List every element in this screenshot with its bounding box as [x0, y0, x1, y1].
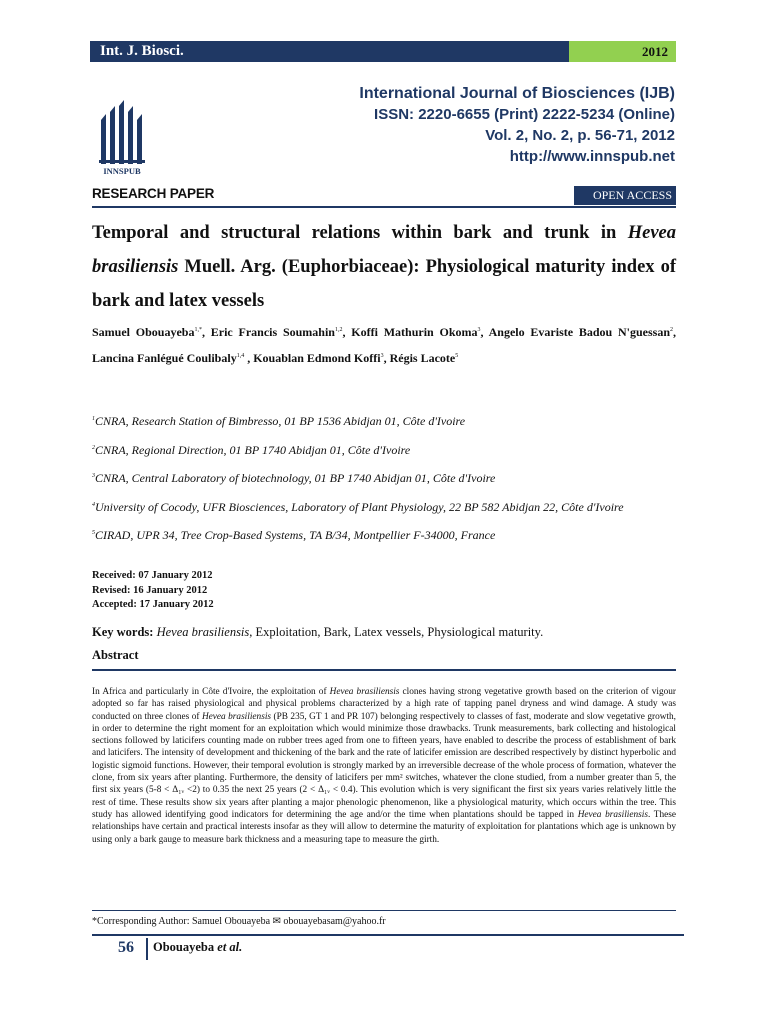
open-access-badge: OPEN ACCESS — [574, 186, 676, 205]
header-rule — [92, 206, 676, 208]
innspub-logo — [95, 98, 155, 178]
affiliation: $^3$CNRA, Central Laboratory of biotechnology, 01 BP 1740 Abidjan 01, Côte d'Ivoire — [92, 471, 496, 485]
running-author: Obouayeba et al. — [153, 940, 243, 954]
logo-text: INNSPUB — [103, 166, 141, 176]
journal-volume: Vol. 2, No. 2, p. 56-71, 2012 — [485, 127, 675, 144]
page-number: 56 — [118, 939, 134, 956]
author: Régis Lacote — [389, 351, 456, 365]
accepted-date: Accepted: 17 January 2012 — [92, 599, 214, 610]
revised-date: Revised: 16 January 2012 — [92, 584, 208, 596]
author: Angelo Evariste Badou N'guessan — [488, 325, 671, 339]
footer-rule — [92, 934, 684, 936]
abstract-text: In Africa and particularly in Côte d'Ivoire, the exploitation of Hevea brasiliensis clones having strong vegetative growth based on the criterion of vigour adopted so far has raised physiological and physical problems characterized by a high rate of tapping panel dryness and wind damage. A study was conducted on three clones of Hevea brasiliensis (PB 235, GT 1 and PR 107) belonging respectively to classes of fast, moderate and slow vegetative growth, in order to determine the right moment for an exploitation which would minimize those drawbacks. Trunk measurements, bark collecting and histological sections followed by laticifers counting made on rubber trees aged from one to fifteen years, have enabled to describe the process of establishment of bark and laticifers. The intensity of development and thickening of the bark and the rate of laticifer emission are described respectively by distinct hyperbolic and logistic sigmoid functions. However, their temporal evolution is strongly marked by an irreversible decrease of the whole process of formation, whatever the clone, from six years after planting. Furthermore, the density of laticifers per mm² switches, whatever the clone studied, from a number greater than 5, the first six years (5-8 < Δ₁ᵥ <2) to 0.35 the next 25 years (2 < Δ₁ᵥ < 0.4). This evolution which is very significant the first six years varies relatively little the rest of time. These results show six years after planting a major phenologic phenomenon, like a physiological maturity, which occurs within the tree. This study has allowed identifying good indicators for determining the age and/or the time when plantations should be tapped in Hevea brasiliensis. These relationships have certain and practical interests insofar as they will allow to determine the maturity of exploitation for plantations which age is unknown by using only a bark gauge to measure bark thickness and a measuring tape to measure the girth. — [92, 687, 676, 845]
footer-divider — [146, 938, 148, 960]
article-title: Temporal and structural relations within bark and trunk in Hevea brasiliensis Muell. Arg. (Euphorbiaceae): Physiological maturity index of bark and latex vessels — [92, 223, 676, 311]
abstract-heading: Abstract — [92, 648, 139, 662]
affiliation: $^4$University of Cocody, UFR Biosciences, Laboratory of Plant Physiology, 22 BP 582 Abidjan 22, Côte d'Ivoire — [92, 499, 624, 514]
affiliation: $^1$CNRA, Research Station of Bimbresso, 01 BP 1536 Abidjan 01, Côte d'Ivoire — [92, 414, 466, 428]
author: Samuel Obouayeba — [92, 325, 195, 339]
keywords: Key words: Hevea brasiliensis, Exploitation, Bark, Latex vessels, Physiological maturity. — [92, 625, 544, 639]
abstract-rule — [92, 669, 676, 671]
footnote-rule — [92, 910, 676, 911]
corresponding-author: *Corresponding Author: Samuel Obouayeba ✉ obouayebasam@yahoo.fr — [92, 916, 386, 927]
journal-url[interactable]: http://www.innspub.net — [509, 148, 675, 165]
author: Lancina Fanlégué Coulibaly — [92, 351, 237, 365]
affiliation-list — [92, 406, 676, 549]
affiliation: $^5$CIRAD, UPR 34, Tree Crop-Based Systems, TA B/34, Montpellier F-34000, France — [92, 528, 496, 542]
received-date: Received: 07 January 2012 — [92, 570, 213, 581]
journal-short-banner: Int. J. Biosci. — [90, 41, 569, 62]
affiliation: $^2$CNRA, Regional Direction, 01 BP 1740 Abidjan 01, Côte d'Ivoire — [92, 442, 411, 457]
article-type: RESEARCH PAPER — [92, 186, 215, 201]
author: Koffi Mathurin Okoma — [351, 325, 478, 339]
year-banner: 2012 — [569, 41, 676, 62]
article-dates — [92, 569, 214, 613]
author: Eric Francis Soumahin — [210, 325, 335, 339]
journal-issn: ISSN: 2220-6655 (Print) 2222-5234 (Online) — [374, 106, 675, 123]
author: Kouablan Edmond Koffi — [253, 351, 381, 365]
author-list: Samuel Obouayeba$^{1,*}$, Eric Francis Soumahin$^{1,2}$, Koffi Mathurin Okoma$^3$, Angelo Evariste Badou N'guessan$^2$, Lancina Fanlégué Coulibaly$^{1,4}$ , Kouablan Edmond Koffi$^3$, Régis Lacote$^5$ — [92, 325, 677, 365]
journal-name: International Journal of Biosciences (IJB) — [359, 85, 675, 102]
